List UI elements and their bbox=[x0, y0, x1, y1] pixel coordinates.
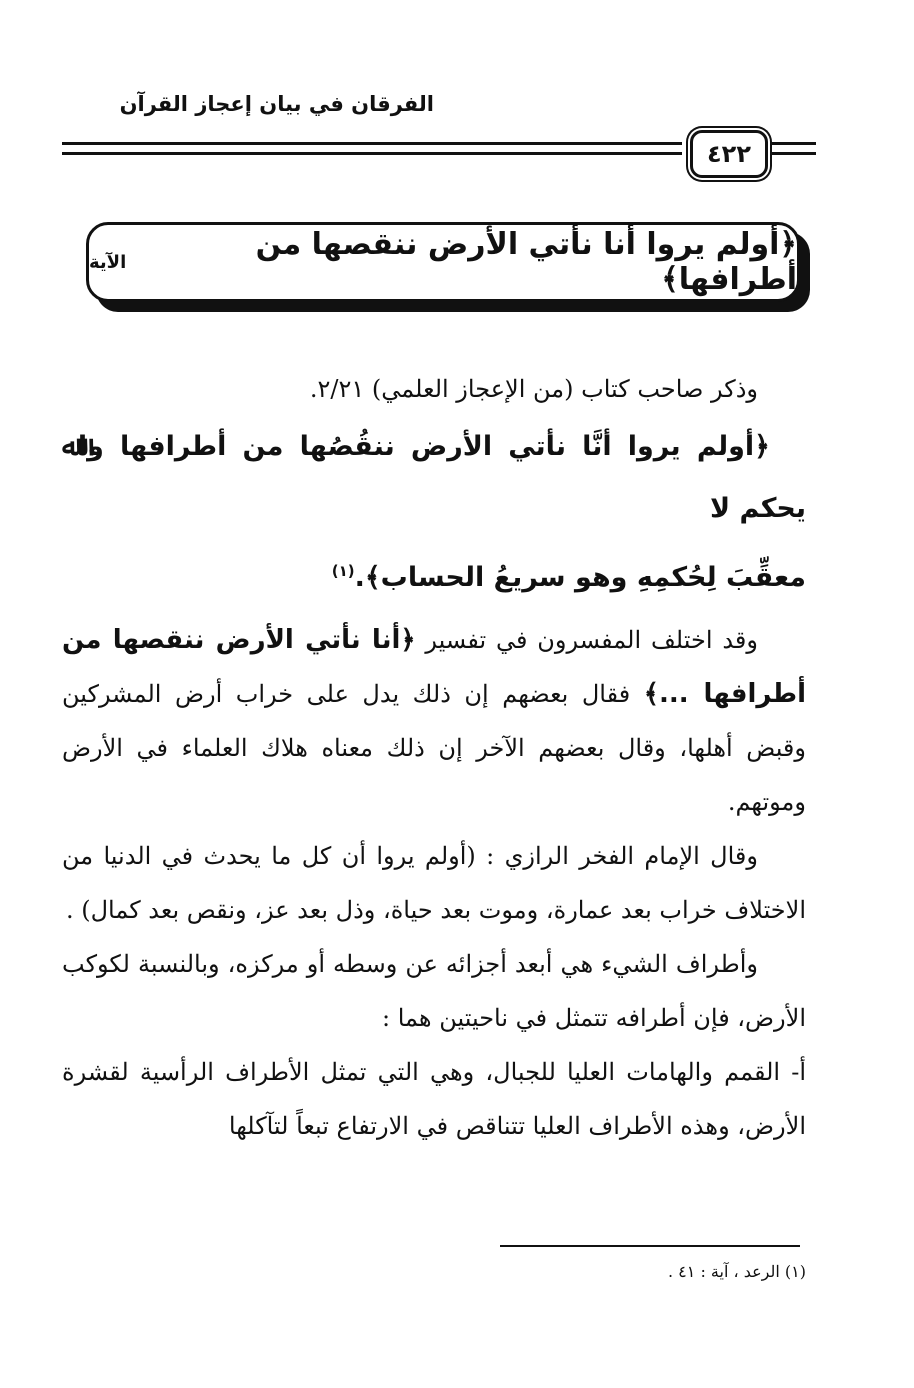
header-rule-bottom-left bbox=[62, 152, 682, 155]
paragraph-interpretations bbox=[62, 613, 806, 829]
quote-verse-line-2 bbox=[62, 540, 806, 609]
footnote-rule bbox=[500, 1245, 800, 1247]
header-rule-top-right bbox=[766, 142, 816, 145]
paragraph-point-a: أ- القمم والهامات العليا للجبال، وهي التي تمثل الأطراف الرأسية لقشرة الأرض، وهذه الأطراف العليا تتناقص في الارتفاع تبعاً لتآكلها bbox=[62, 1058, 806, 1140]
footnote: (١) الرعد ، آية : ٤١ . bbox=[668, 1262, 806, 1281]
paragraph-interpretations-end: فقال بعضهم إن ذلك يدل على خراب أرض المشركين وقبض أهلها، وقال بعضهم الآخر إن ذلك معناه هلاك العلماء في الأرض وموتهم. bbox=[62, 680, 806, 816]
body-text bbox=[62, 362, 806, 1153]
page-number-frame bbox=[690, 130, 768, 178]
paragraph-source: وذكر صاحب كتاب (من الإعجاز العلمي) ٢/٢١. bbox=[309, 375, 758, 403]
paragraph-extremities: وأطراف الشيء هي أبعد أجزائه عن وسطه أو مركزه، وبالنسبة لكوكب الأرض، فإن أطرافه تتمثل في ناحيتين هما : bbox=[62, 950, 806, 1032]
paragraph-interpretations-verse: ﴿أنا نأتي الأرض ننقصها من أطرافها ...﴾ bbox=[62, 625, 806, 709]
page-number: ٤٢٢ bbox=[707, 140, 751, 168]
section-heading-box bbox=[86, 222, 800, 302]
header-rule-bottom-right bbox=[766, 152, 816, 155]
paragraph-razi: وقال الإمام الفخر الرازي : (أولم يروا أن كل ما يحدث في الدنيا من الاختلاف خراب بعد عمارة، وموت بعد حياة، وذل بعد عز، ونقص بعد كمال) . bbox=[62, 842, 806, 924]
header-rule-top-left bbox=[62, 142, 682, 145]
footnote-marker: (١) bbox=[331, 562, 355, 580]
quote-verse-line-2-text: معقِّبَ لِحُكمِهِ وهو سريعُ الحساب﴾. bbox=[354, 562, 806, 593]
quote-verse-line-1: ﴿أولم يروا أنَّا نأتي الأرض ننقُصُها من أطرافها واﷲ يحكم لا bbox=[62, 431, 806, 524]
section-heading-verse: ﴿أولم يروا أنا نأتي الأرض ننقصها من أطرافها﴾ bbox=[255, 227, 797, 297]
running-title: الفرقان في بيان إعجاز القرآن bbox=[119, 92, 434, 116]
section-heading-suffix: الآية bbox=[89, 251, 127, 273]
paragraph-interpretations-start: وقد اختلف المفسرون في تفسير bbox=[415, 626, 758, 654]
